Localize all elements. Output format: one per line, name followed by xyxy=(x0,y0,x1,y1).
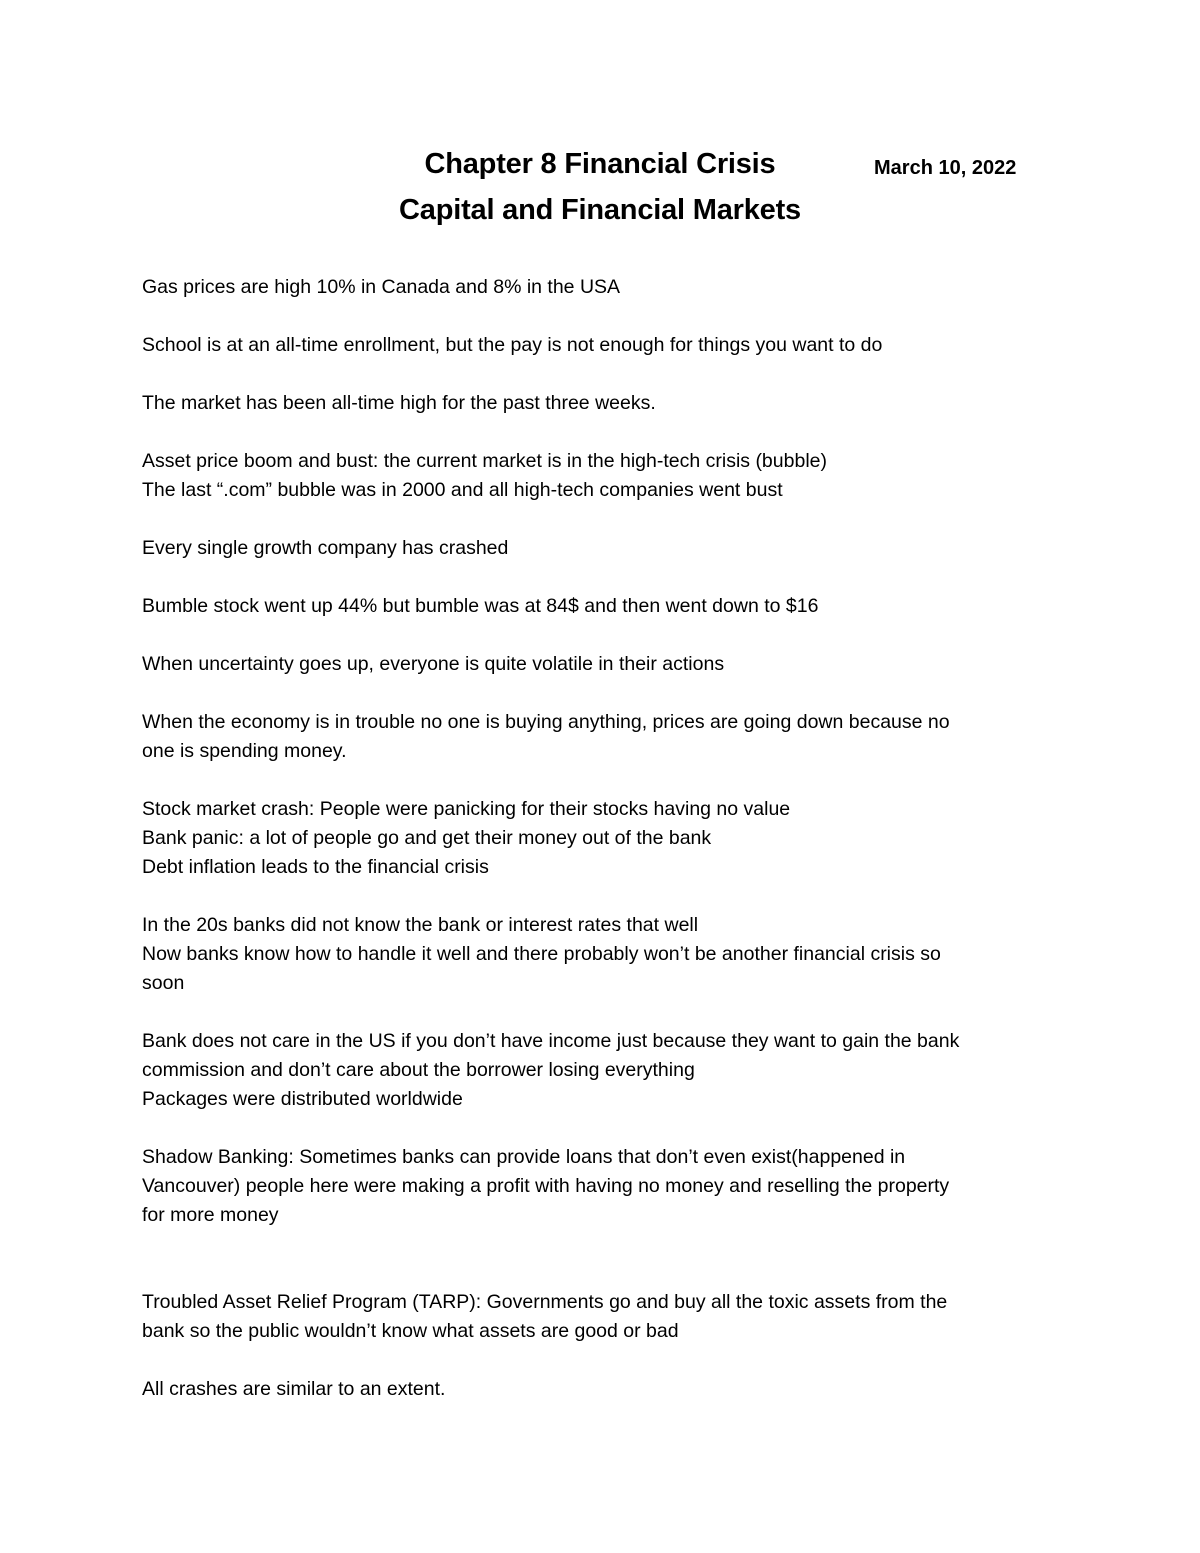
document-subtitle: Capital and Financial Markets xyxy=(399,194,801,226)
notes-body xyxy=(142,273,1052,1433)
note-paragraph xyxy=(142,389,1052,418)
note-paragraph xyxy=(142,331,1052,360)
note-line: School is at an all-time enrollment, but the pay is not enough for things you want to do xyxy=(142,334,883,356)
note-paragraph xyxy=(142,911,1052,998)
note-line: Packages were distributed worldwide xyxy=(142,1088,463,1110)
note-line: Now banks know how to handle it well and there probably won’t be another financial crisis so xyxy=(142,943,941,965)
note-line: bank so the public wouldn’t know what assets are good or bad xyxy=(142,1320,679,1342)
note-paragraph xyxy=(142,447,1052,505)
note-line: Debt inflation leads to the financial crisis xyxy=(142,856,489,878)
note-line: Bank panic: a lot of people go and get their money out of the bank xyxy=(142,827,712,849)
note-paragraph xyxy=(142,1143,1052,1230)
note-line: Asset price boom and bust: the current market is in the high-tech crisis (bubble) xyxy=(142,450,827,472)
document-date: March 10, 2022 xyxy=(874,157,1017,179)
note-line: In the 20s banks did not know the bank or interest rates that well xyxy=(142,914,699,936)
note-paragraph xyxy=(142,592,1052,621)
note-line: commission and don’t care about the borrower losing everything xyxy=(142,1059,695,1081)
note-line: When the economy is in trouble no one is buying anything, prices are going down because no xyxy=(142,711,950,733)
note-line: Shadow Banking: Sometimes banks can provide loans that don’t even exist(happened in xyxy=(142,1146,906,1168)
note-paragraph xyxy=(142,1375,1052,1404)
note-line: Bank does not care in the US if you don’t have income just because they want to gain the bank xyxy=(142,1030,960,1052)
note-paragraph xyxy=(142,1027,1052,1114)
note-line: Stock market crash: People were panicking for their stocks having no value xyxy=(142,798,791,820)
note-paragraph xyxy=(142,1288,1052,1346)
note-paragraph xyxy=(142,708,1052,766)
note-line: for more money xyxy=(142,1204,279,1226)
note-line: The market has been all-time high for the past three weeks. xyxy=(142,392,656,414)
note-paragraph xyxy=(142,795,1052,882)
note-paragraph xyxy=(142,534,1052,563)
note-paragraph xyxy=(142,273,1052,302)
note-line: Troubled Asset Relief Program (TARP): Governments go and buy all the toxic assets from the xyxy=(142,1291,948,1313)
note-line: Every single growth company has crashed xyxy=(142,537,509,559)
note-line: Bumble stock went up 44% but bumble was at 84$ and then went down to $16 xyxy=(142,595,819,617)
note-line: Gas prices are high 10% in Canada and 8% in the USA xyxy=(142,276,621,298)
note-line: The last “.com” bubble was in 2000 and all high-tech companies went bust xyxy=(142,479,783,501)
note-line: soon xyxy=(142,972,185,994)
document-title: Chapter 8 Financial Crisis xyxy=(424,148,776,180)
note-line: When uncertainty goes up, everyone is quite volatile in their actions xyxy=(142,653,725,675)
note-line: Vancouver) people here were making a profit with having no money and reselling the property xyxy=(142,1175,950,1197)
note-line: All crashes are similar to an extent. xyxy=(142,1378,446,1400)
note-paragraph xyxy=(142,650,1052,679)
note-line: one is spending money. xyxy=(142,740,347,762)
